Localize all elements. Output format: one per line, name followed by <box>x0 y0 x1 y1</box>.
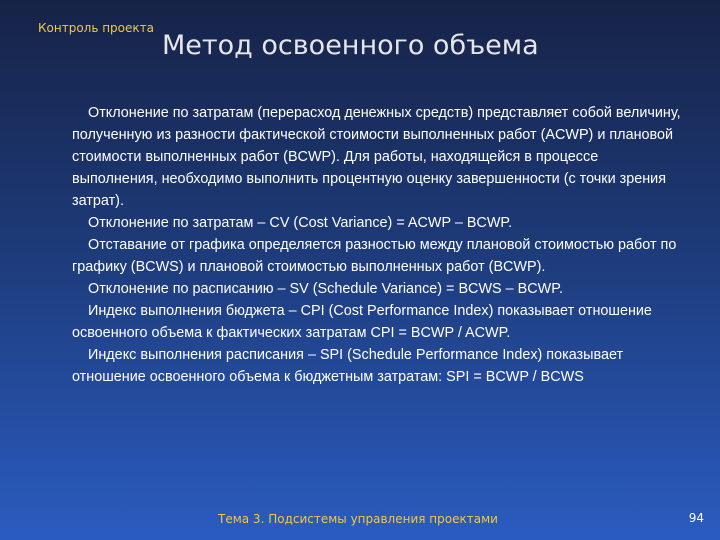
paragraph-cv-formula: Отклонение по затратам – CV (Cost Variance) = ACWP – BCWP. <box>88 215 513 231</box>
footer-topic: Тема 3. Подсистемы управления проектами <box>218 512 498 526</box>
paragraph-schedule-lag: Отставание от графика определяется разностью между плановой стоимостью работ по графику (BCWS) и плановой стоимостью выполненных работ (BCWP). <box>72 237 677 275</box>
slide-body <box>72 102 684 388</box>
page-number: 94 <box>688 511 704 525</box>
paragraph-cpi: Индекс выполнения бюджета – CPI (Cost Performance Index) показывает отношение освоенного объема к фактических затратам CPI = BCWP / ACWP. <box>72 303 652 341</box>
paragraph-spi: Индекс выполнения расписания – SPI (Schedule Performance Index) показывает отношение освоенного объема к бюджетным затратам: SPI = BCWP / BCWS <box>72 347 624 385</box>
paragraph-sv-formula: Отклонение по расписанию – SV (Schedule Variance) = BCWS – BCWP. <box>88 281 563 297</box>
section-label: Контроль проекта <box>38 21 154 35</box>
paragraph-cost-variance-intro: Отклонение по затратам (перерасход денежных средств) представляет собой величину, полученную из разности фактической стоимости выполненных работ (ACWP) и плановой стоимости выполненных работ (BCWP). Для работы, находящейся в процессе выполнения, необходимо выполнить процентную оценку завершенности (с точки зрения затрат). <box>72 105 681 209</box>
slide-title: Метод освоенного объема <box>162 30 539 61</box>
